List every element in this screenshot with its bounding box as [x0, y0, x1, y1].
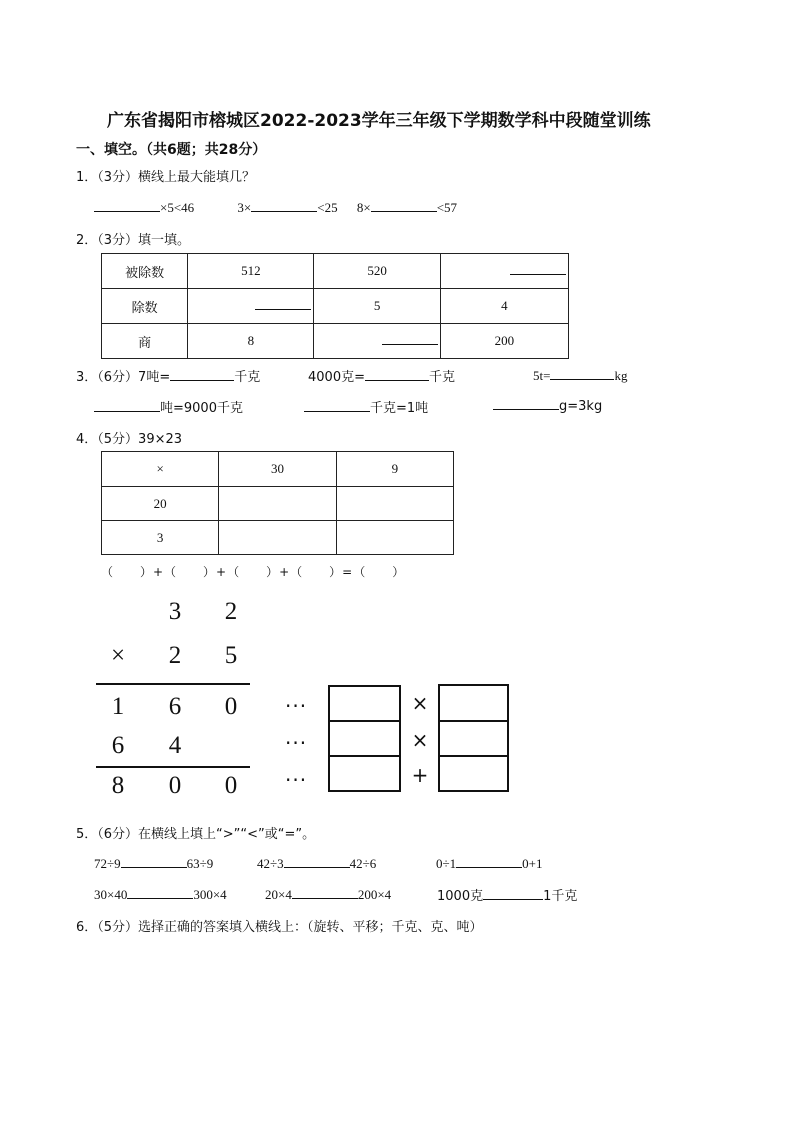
answer-blank[interactable] — [365, 368, 429, 381]
question-3-part3 — [533, 367, 627, 384]
q3-text: kg — [614, 368, 628, 383]
q5-text: 42÷3 — [257, 856, 284, 871]
q1-text-2: 3× — [237, 200, 252, 215]
question-6-head: 6．（5分）选择正确的答案填入横线上：（旋转、平移；千克、克、吨） — [76, 920, 483, 935]
question-5-line1b — [257, 855, 376, 872]
cell-quotient-label: 商 — [102, 324, 188, 359]
cell-blank[interactable] — [188, 289, 314, 324]
question-3-line2b — [304, 397, 428, 416]
page-title: 广东省揭阳市榕城区2022-2023学年三年级下学期数学科中段随堂训练 — [107, 111, 651, 131]
ellipsis: ··· — [285, 768, 308, 792]
q5-text: 300×4 — [193, 887, 227, 902]
cell: 4 — [440, 289, 568, 324]
answer-box[interactable] — [438, 755, 509, 792]
answer-blank[interactable] — [371, 199, 437, 212]
q5-text: 30×40 — [94, 887, 128, 902]
cell: 8 — [188, 324, 314, 359]
cell: 512 — [188, 254, 314, 289]
question-3-head — [76, 366, 260, 385]
q5-text: 0÷1 — [436, 856, 457, 871]
question-5-head: 5．（6分）在横线上填上“>”“<”或“=”。 — [76, 827, 316, 842]
times-sign: × — [411, 691, 429, 715]
q3-text: 5t= — [533, 368, 551, 383]
answer-blank[interactable] — [493, 397, 559, 410]
q5-text: 20×4 — [265, 887, 292, 902]
digit: 0 — [168, 772, 182, 799]
answer-blank[interactable] — [284, 855, 350, 868]
q3-text: 千克 — [234, 370, 261, 385]
question-3-line2c — [493, 397, 602, 414]
question-1-line — [94, 199, 457, 216]
q1-text-5: <57 — [436, 200, 458, 215]
cell-blank[interactable] — [219, 487, 336, 521]
digit: 0 — [224, 772, 238, 799]
digit: 6 — [111, 732, 125, 759]
answer-blank[interactable] — [94, 199, 160, 212]
cell-divisor-label: 除数 — [102, 289, 188, 324]
answer-box[interactable] — [328, 755, 401, 792]
division-table — [101, 253, 569, 359]
answer-box[interactable] — [328, 685, 401, 722]
cell-blank[interactable] — [440, 254, 568, 289]
q5-text: 1000克 — [437, 889, 484, 904]
q3-text: 千克 — [428, 370, 455, 385]
answer-blank[interactable] — [304, 399, 370, 412]
answer-blank[interactable] — [170, 368, 234, 381]
answer-box[interactable] — [328, 720, 401, 757]
question-5-line1a — [94, 855, 213, 872]
cell: 20 — [102, 487, 219, 521]
question-5-line1c — [436, 855, 542, 872]
section-heading: 一、填空。（共6题；共28分） — [76, 142, 267, 158]
digit: 1 — [111, 693, 125, 720]
sum-expression: （ ）+（ ）+（ ）+（ ）=（ ） — [101, 565, 406, 579]
cell: 3 — [102, 521, 219, 555]
ellipsis: ··· — [285, 694, 308, 718]
question-1-head: 1．（3分）横线上最大能填几？ — [76, 170, 256, 185]
cell: 5 — [314, 289, 440, 324]
question-5-line2b — [265, 886, 391, 903]
answer-blank[interactable] — [121, 855, 187, 868]
ellipsis: ··· — [285, 731, 308, 755]
question-3-part2 — [308, 366, 455, 385]
q5-text: 63÷9 — [186, 856, 214, 871]
q1-text-1: ×5<46 — [160, 200, 195, 215]
question-5-line2a — [94, 886, 227, 903]
divider-line — [96, 683, 250, 685]
q5-text: 1千克 — [543, 889, 578, 904]
q3-text: 吨=9000千克 — [160, 401, 243, 416]
answer-box[interactable] — [438, 720, 509, 757]
q1-text-3: <25 — [317, 200, 338, 215]
cell: 520 — [314, 254, 440, 289]
q5-text: 0+1 — [522, 856, 543, 871]
divider-line — [96, 766, 250, 768]
cell-blank[interactable] — [336, 521, 453, 555]
digit: 4 — [168, 732, 182, 759]
digit: 2 — [168, 642, 182, 669]
question-3-line2a — [94, 397, 243, 416]
cell-blank[interactable] — [219, 521, 336, 555]
digit: 8 — [111, 772, 125, 799]
cell-blank[interactable] — [336, 487, 453, 521]
answer-blank[interactable] — [251, 199, 317, 212]
digit: 5 — [224, 642, 238, 669]
answer-blank[interactable] — [127, 886, 193, 899]
q3-text: g=3kg — [559, 399, 603, 414]
answer-blank[interactable] — [550, 367, 614, 380]
digit: 0 — [224, 693, 238, 720]
multiplication-table — [101, 451, 454, 555]
q5-text: 42÷6 — [349, 856, 377, 871]
times-sign: × — [411, 728, 429, 752]
cell-blank[interactable] — [314, 324, 440, 359]
cell-dividend-label: 被除数 — [102, 254, 188, 289]
question-4-head: 4．（5分）39×23 — [76, 432, 183, 447]
q5-text: 72÷9 — [94, 856, 121, 871]
times-sign: × — [110, 642, 126, 669]
q3-text: 4000克= — [308, 370, 365, 385]
answer-blank[interactable] — [94, 399, 160, 412]
q5-text: 200×4 — [357, 887, 392, 902]
cell: 9 — [336, 452, 453, 487]
answer-blank[interactable] — [483, 887, 543, 900]
question-5-line2c — [437, 885, 577, 904]
digit: 3 — [168, 598, 182, 625]
plus-sign: + — [411, 763, 429, 787]
cell: 30 — [219, 452, 336, 487]
digit: 6 — [168, 693, 182, 720]
cell-times-sign: × — [102, 452, 219, 487]
question-2-head: 2．（3分）填一填。 — [76, 233, 191, 248]
answer-blank[interactable] — [292, 886, 358, 899]
q1-text-4: 8× — [356, 200, 371, 215]
answer-box[interactable] — [438, 684, 509, 722]
q3-text: 千克=1吨 — [370, 401, 429, 416]
answer-blank[interactable] — [456, 855, 522, 868]
cell: 200 — [440, 324, 568, 359]
digit: 2 — [224, 598, 238, 625]
q3-head-text: 3．（6分）7吨= — [76, 370, 171, 385]
